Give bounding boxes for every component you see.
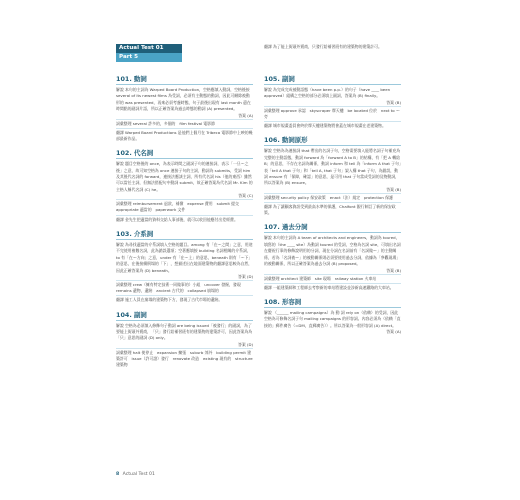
answer-key: 答案 (B) xyxy=(386,186,401,192)
explanation: 解說 題目空格後的 once，為表示時間之副詞子句的連接詞，表示「一旦～之後」之意，故可知空格為 once 連接子句的主詞，動詞為 submits，受詞 him 及其後代名詞的 forward，連接法應該主詞，所有代名詞 his（他的東西）雖然可以當任主詞，但無法搭配句中動詞 submit，故正確答案為代名詞 Mr. Kim 的主格人稱代名詞 (C) he。 xyxy=(116,161,253,192)
page-number: 8 xyxy=(116,472,120,477)
footer-label: Actual Test 01 xyxy=(122,472,155,477)
question-title: 108. 形容詞 xyxy=(264,297,401,308)
answer-key: 答案 (A) xyxy=(386,329,401,335)
left-column xyxy=(116,74,253,374)
answer-key: 答案 (B) xyxy=(386,99,401,105)
vocabulary: 詞彙整理 halt 使停止 expansion 擴張 suburb 郊外 building permit 建築許可 issue（許可證）發行 renovate 改造 existing 現有的 structure 建築物 xyxy=(116,349,253,368)
translation: 翻譯 施工人員在崩塌的建築物下方，發現了古代市場的遺跡。 xyxy=(116,295,253,303)
part-label: Part 5 xyxy=(116,53,182,62)
explanation: 解說 （______ mailing campaigns）為 動 詞 rely on（依賴）的受詞，因此空格為可修飾名詞子句 mailing campaigns 的形容詞。內容必須為（依賴「直接的」郵件廣告（=DM，直郵廣告））。所以答案為一般形容詞 (A) direct。 xyxy=(264,309,401,328)
page-footer xyxy=(116,472,155,477)
explanation: 解說 空格為必須填入修飾句子動詞 are being issued「被發行」的副詞，為了要能上街頭外賣商，「只」發行給補習班有的建築物的建築許可，因此答案為為「只」意思的副詞 (D) only。 xyxy=(116,322,253,341)
translation: 翻譯 一組建築師和工程師去考察新的車站將建設並涉新高速鐵路的大車站。 xyxy=(264,283,401,291)
vocabulary: 詞彙整理 several 許多的，多個的 film festival 電影節 xyxy=(116,119,253,127)
right-column xyxy=(264,74,401,340)
question-block xyxy=(264,74,401,129)
translation: 翻譯 金先生把適當的資料交給人事部後，就可以收回他應付出差經費。 xyxy=(116,215,253,223)
test-title: Actual Test 01 xyxy=(116,44,182,53)
question-block xyxy=(264,135,401,216)
answer-key: 答案 (C) xyxy=(238,193,253,199)
question-title: 104. 副詞 xyxy=(116,310,253,321)
question-title: 103. 介系詞 xyxy=(116,229,253,240)
question-block xyxy=(116,148,253,223)
translation: 翻譯 為了讓顧客資訊受到最高水準的保護，Chalfont 銀行制訂了新的保安政策。 xyxy=(264,202,401,216)
translation: 翻譯 Warped Board Productions 是他們上個月在 Tribeca 電影節中上映的幾部最新作品。 xyxy=(116,129,253,142)
vocabulary: 詞彙整理 architect 建築師 site 現場 railway station 火車站 xyxy=(264,274,401,282)
question-block xyxy=(116,310,253,369)
vocabulary: 詞彙整理 crew（擁有特定技術一同做事的）小組 uncover 發掘，發現 remains 遺物，遺跡 ancient 古代的 collapsed 崩塌的 xyxy=(116,280,253,294)
question-title: 107. 過去分詞 xyxy=(264,222,401,233)
explanation: 解說 空格為為連接詞 that 帶出的名詞子句，空格需要填入能將名詞子句補充為完整的主動語態，動詞 forward 為「forward A to B」的結構，有「把 A 轉給 B」的意思，不存在名詞為關係，動詞 inform 和 tell 為「inform A that 子句」表「tell A that 子句」和「tell A, that 子句」架入構 that 子句，為錯誤，動詞 ensure 有「保障，確認」的意思，是可用 that 子句當成受詞的及物動詞，所以答案為 (B) ensure。 xyxy=(264,148,401,186)
question-block xyxy=(116,74,253,142)
explanation: 解說 本句的主詞為 A team of architects and engineers，動詞為 toured，填寫的（the ____ site）為動詞 toured 的受詞，空格為名詞 site，可填出名詞在慶祝行事的修飾說明用的分詞，現在分詞在名詞前有「名詞做～」的主動關係，若為「名詞被～」的被動關係則必須要使用過去分詞，依據為「參觀現場」的被動關係，所以正確答案為過去分詞 (B) proposed。 xyxy=(264,235,401,267)
answer-key: 答案 (D) xyxy=(237,273,253,279)
answer-key: 答案 (D) xyxy=(237,341,253,347)
vocabulary: 詞彙整理 security policy 保安政策 enact（法）規定 protection 保護 xyxy=(264,193,401,201)
question-block xyxy=(116,229,253,304)
question-block xyxy=(264,297,401,334)
answer-key: 答案 (A) xyxy=(238,112,253,118)
vocabulary: 詞彙整理 approve 承認 skyscraper 摩天樓 be located 位於 next to ～旁 xyxy=(264,107,400,120)
question-block xyxy=(264,222,401,290)
translation: 翻譯 城市規畫委員會終於摩天樓建築物將會蓋在城市規畫在老建築物。 xyxy=(264,121,401,129)
question-title: 105. 副詞 xyxy=(264,74,401,85)
question-title: 106. 動詞原形 xyxy=(264,135,401,146)
explanation: 解說 為尋找適當的介系詞填入空格的題目。among 有「在～之間」之意，用途不完使用複數名詞，此為錯誤選項；空著應填接 building 名詞相關的介系詞，to 有「在～方向」之意，under 有「在～上」的意思，beneath 則有「～下」的意思，在後接續倒塌的「下」，想描述出在地面建築物的翻譯意思較為自然，因此正確答案為 (D) beneath。 xyxy=(116,241,253,273)
explanation: 解說 為完成完成被動語態（have been p.p.）的句子（have ____ been approved）組構之空格的部分必須填上副詞，答案為 (B) finally。 xyxy=(264,87,391,99)
question-title: 101. 動詞 xyxy=(116,74,253,85)
explanation: 解說 本句的主詞為 Warped Board Production，空格應填入動詞，空格後接 several of its newest films 為受詞，必須有主動態的動詞，因此可刪除被動形的 was presented，再來必須考慮時態，句子最後出現有 last month 還在時間點的副詞片語，所以正確答案為過去時態的動詞 (A) presented。 xyxy=(116,87,251,112)
continued-translation: 翻譯 為了能上街頭外賣商，只發行給補習班有的建築物的建築計可。 xyxy=(264,44,382,49)
answer-key: 答案 (B) xyxy=(386,267,401,273)
vocabulary: 詞彙整理 reimbursement 退款，補償 expense 費用 submit 提交 appropriate 適當的 paperwork 文件 xyxy=(116,199,253,213)
question-title: 102. 代名詞 xyxy=(116,148,253,159)
section-header xyxy=(116,44,182,62)
